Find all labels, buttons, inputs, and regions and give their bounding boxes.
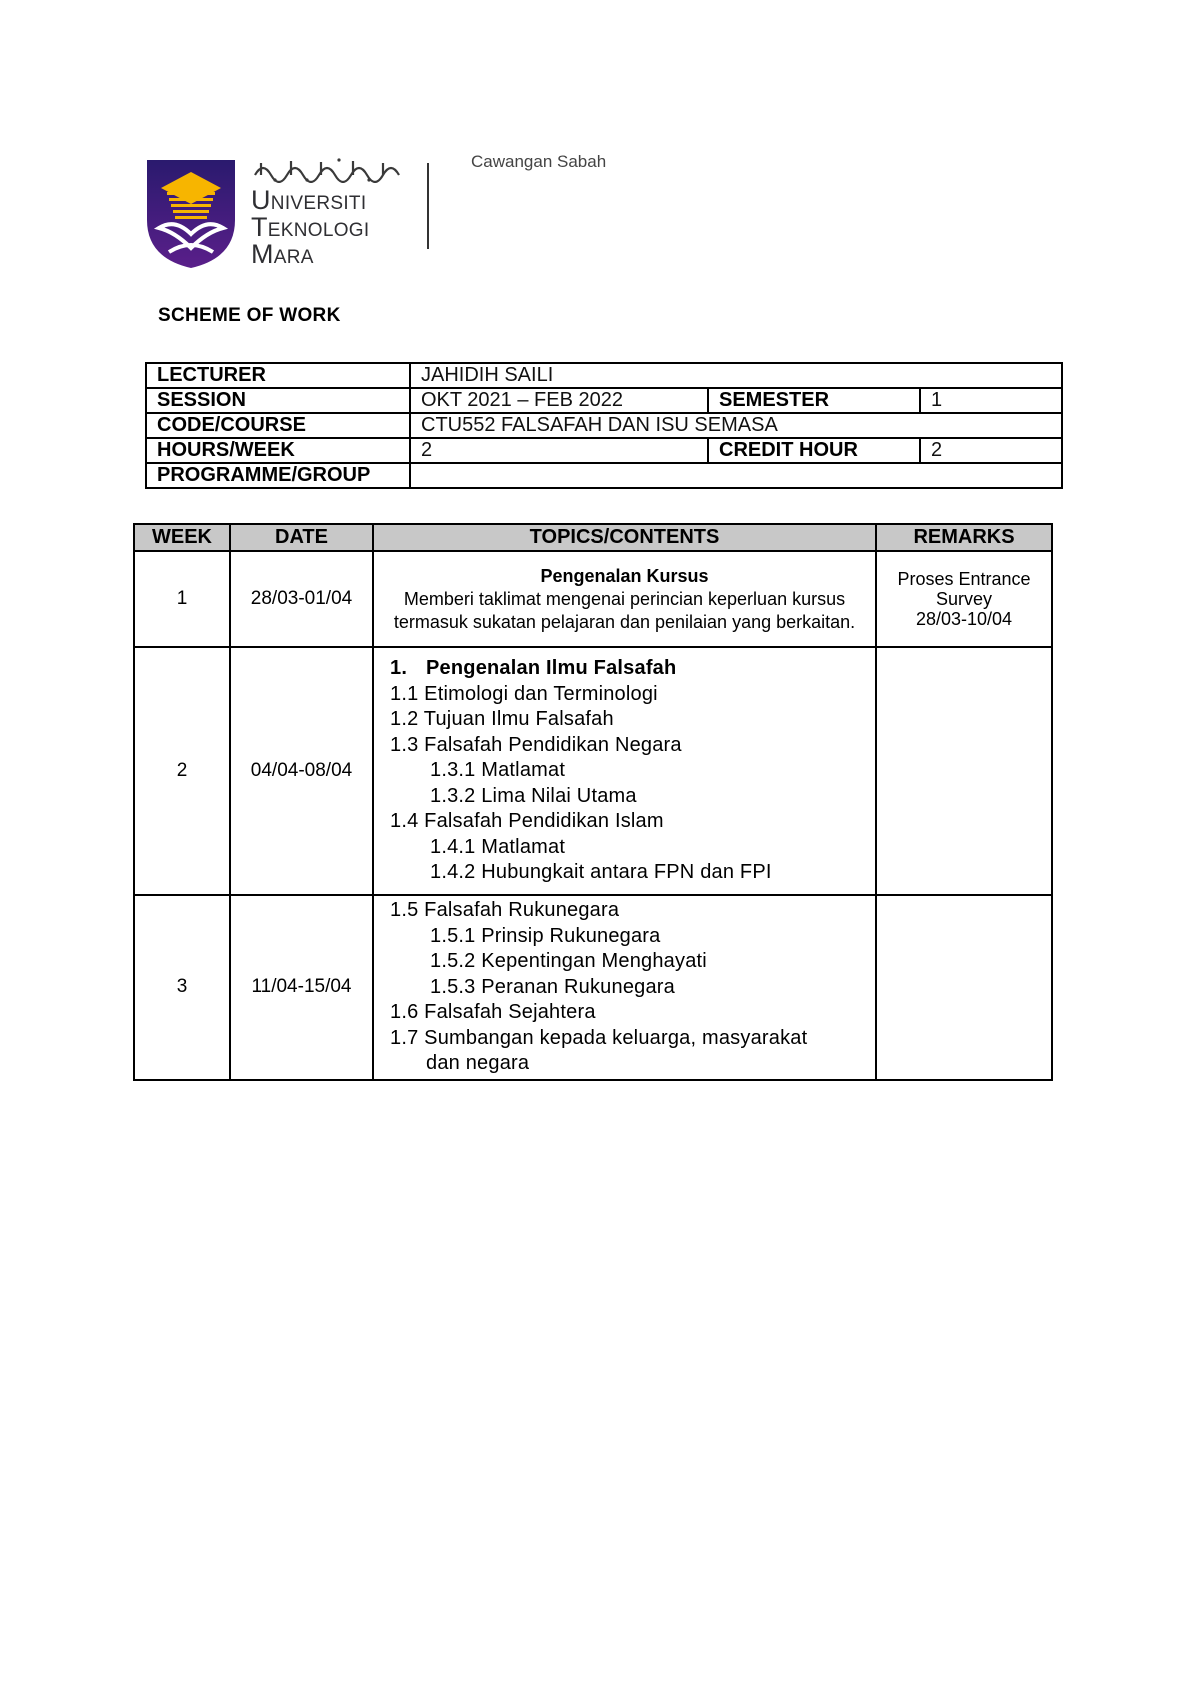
programme-value [410,463,1062,488]
session-row [146,388,1062,413]
table-row [134,551,1052,647]
topic-item: 1.1 Etimologi dan Terminologi [390,682,658,705]
topics-header: TOPICS/CONTENTS [373,524,876,551]
week-cell: 1 [134,551,230,647]
topic-subitem: 1.5.2 Kepentingan Menghayati [430,950,707,972]
course-info-table [145,362,1063,489]
topic-description: Memberi taklimat mengenai perincian keperluan kursus termasuk sukatan pelajaran dan penilaian yang berkaitan. [393,588,856,632]
campus-name: Cawangan Sabah [471,152,607,171]
topic-item: 1.6 Falsafah Sejahtera [390,1001,596,1023]
remarks-line: 28/03-10/04 [915,609,1013,629]
semester-value: 1 [920,388,1062,413]
schedule-table [133,523,1053,1081]
topic-subitem: 1.5.3 Peranan Rukunegara [430,975,675,998]
remarks-line: Survey [935,589,993,609]
week-cell: 3 [134,895,230,1080]
remarks-header: REMARKS [876,524,1052,551]
topic-subitem: 1.4.2 Hubungkait antara FPN dan FPI [430,861,772,884]
remarks-cell [876,895,1052,1080]
lecturer-label: LECTURER [146,363,410,388]
topic-cell [373,551,876,647]
semester-label: SEMESTER [708,388,920,413]
course-value: CTU552 FALSAFAH DAN ISU SEMASA [410,413,1062,438]
uitm-logo [145,155,435,270]
date-cell: 28/03-01/04 [230,551,373,647]
hours-label: HOURS/WEEK [146,438,410,463]
topic-item: 1.3 Falsafah Pendidikan Negara [390,733,682,756]
session-value: OKT 2021 – FEB 2022 [410,388,708,413]
logo-text-teknologi: Teknologi [251,212,370,242]
programme-label: PROGRAMME/GROUP [146,463,410,488]
topic-item: 1.2 Tujuan Ilmu Falsafah [390,708,614,731]
logo-divider [427,163,429,249]
logo-text-universiti: Universiti [251,185,367,215]
course-label: CODE/COURSE [146,413,410,438]
logo-text-mara: Mara [251,239,314,269]
table-row [134,895,1052,1080]
remarks-cell [876,551,1052,647]
lecturer-row [146,363,1062,388]
uitm-emblem-icon [145,158,237,270]
credit-label: CREDIT HOUR [708,438,920,463]
date-header: DATE [230,524,373,551]
remarks-line: Proses Entrance [897,569,1031,589]
topic-item: 1.5 Falsafah Rukunegara [390,899,620,921]
jawi-script-logo [251,157,411,183]
remarks-cell [876,647,1052,895]
topic-item: 1.7 Sumbangan kepada keluarga, masyarakat [390,1026,808,1049]
topic-subitem: 1.4.1 Matlamat [430,835,566,858]
topic-subitem: 1.3.1 Matlamat [430,759,566,782]
date-cell: 11/04-15/04 [230,895,373,1080]
topic-cell [373,895,876,1080]
topic-item: 1.4 Falsafah Pendidikan Islam [390,810,664,833]
topic-subitem: 1.5.1 Prinsip Rukunegara [430,924,661,947]
hours-row [146,438,1062,463]
topic-heading: 1. Pengenalan Ilmu Falsafah [390,657,677,680]
date-cell: 04/04-08/04 [230,647,373,895]
schedule-header-row [134,524,1052,551]
credit-value: 2 [920,438,1062,463]
week-header: WEEK [134,524,230,551]
topic-title: Pengenalan Kursus [540,565,709,586]
page-title: SCHEME OF WORK [158,305,341,326]
week-cell: 2 [134,647,230,895]
topic-item-continuation: dan negara [426,1052,530,1074]
programme-row [146,463,1062,488]
table-row [134,647,1052,895]
course-row [146,413,1062,438]
lecturer-value: JAHIDIH SAILI [410,363,1062,388]
topic-cell [373,647,876,895]
topic-subitem: 1.3.2 Lima Nilai Utama [430,784,637,807]
session-label: SESSION [146,388,410,413]
hours-value: 2 [410,438,708,463]
